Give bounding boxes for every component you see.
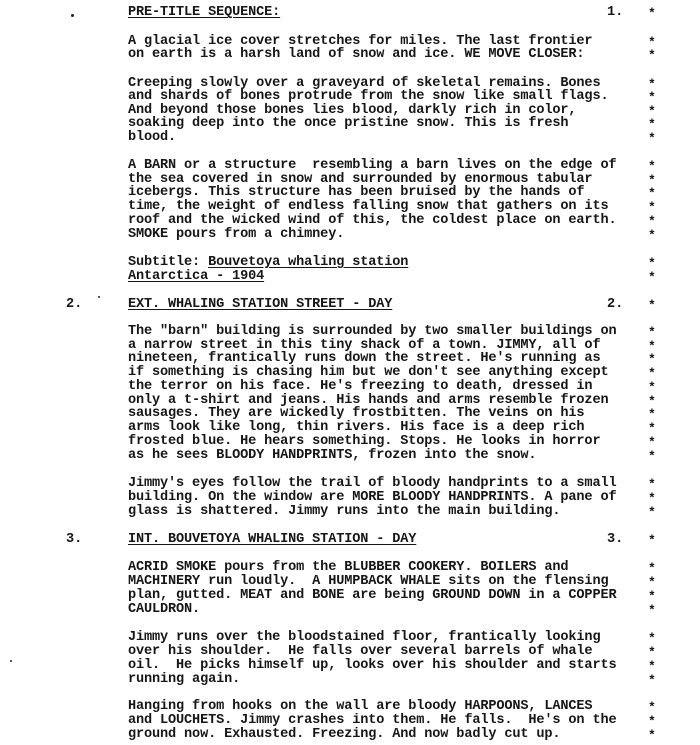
- revision-mark: *: [648, 505, 656, 520]
- action-line: oil. He picks himself up, looks over his shoulder and starts: [128, 658, 617, 673]
- action-line: sausages. They are wickedly frostbitten. The veins on his: [128, 406, 585, 421]
- revision-mark: *: [648, 48, 656, 63]
- scan-speck: [71, 14, 74, 17]
- revision-mark: *: [648, 645, 656, 660]
- revision-mark: *: [648, 728, 656, 743]
- scene-heading: INT. BOUVETOYA WHALING STATION - DAY: [128, 532, 417, 547]
- revision-mark: *: [648, 270, 656, 285]
- revision-mark: *: [648, 561, 656, 576]
- subtitle-line: [128, 256, 408, 270]
- revision-mark: *: [648, 366, 656, 381]
- action-line: SMOKE pours from a chimney.: [128, 227, 345, 242]
- revision-mark: *: [648, 589, 656, 604]
- revision-mark: *: [648, 714, 656, 729]
- action-line: soaking deep into the once pristine snow. This is fresh: [128, 116, 569, 131]
- action-line: the terror on his face. He's freezing to death, dressed in: [128, 379, 593, 394]
- action-line: A BARN or a structure resembling a barn lives on the edge of: [128, 158, 617, 173]
- action-line: arms look like long, thin rivers. His face is a deep rich: [128, 420, 585, 435]
- revision-mark: *: [648, 575, 656, 590]
- revision-mark: *: [648, 394, 656, 409]
- revision-mark: *: [648, 104, 656, 119]
- revision-mark: *: [648, 214, 656, 229]
- revision-mark: *: [648, 631, 656, 646]
- action-line: a narrow street in this tiny shack of a town. JIMMY, all of: [128, 338, 601, 353]
- scene-heading: EXT. WHALING STATION STREET - DAY: [128, 297, 393, 312]
- action-line: time, the weight of endless falling snow that gathers on its: [128, 199, 609, 214]
- revision-mark: *: [648, 35, 656, 50]
- action-line: the sea covered in snow and surrounded by enormous tabular: [128, 172, 593, 187]
- action-line: nineteen, frantically runs down the street. He's running as: [128, 351, 601, 366]
- action-line: only a t-shirt and jeans. His hands and arms resemble frozen: [128, 393, 609, 408]
- action-line: CAULDRON.: [128, 602, 201, 617]
- scene-number-right: 1.: [607, 5, 624, 20]
- action-line: roof and the wicked wind of this, the coldest place on earth.: [128, 213, 617, 228]
- revision-mark: *: [648, 200, 656, 215]
- action-line: Creeping slowly over a graveyard of skeletal remains. Bones: [128, 76, 601, 91]
- revision-mark: *: [648, 449, 656, 464]
- action-line: And beyond those bones lies blood, darkly rich in color,: [128, 103, 577, 118]
- revision-mark: *: [648, 186, 656, 201]
- action-line: and shards of bones protrude from the snow like small flags.: [128, 89, 609, 104]
- revision-mark: *: [648, 352, 656, 367]
- action-line: glass is shattered. Jimmy runs into the main building.: [128, 504, 561, 519]
- revision-mark: *: [648, 90, 656, 105]
- revision-mark: *: [648, 435, 656, 450]
- action-line: MACHINERY run loudly. A HUMPBACK WHALE sits on the flensing: [128, 574, 609, 589]
- scene-number-left: 3.: [66, 532, 83, 547]
- scene-number-right: 2.: [607, 297, 624, 312]
- action-line: over his shoulder. He falls over several barrels of whale: [128, 644, 593, 659]
- scan-speck: [10, 660, 12, 662]
- action-line: ACRID SMOKE pours from the BLUBBER COOKERY. BOILERS and: [128, 560, 569, 575]
- action-line: Jimmy runs over the bloodstained floor, frantically looking: [128, 630, 601, 645]
- action-line: The "barn" building is surrounded by two smaller buildings on: [128, 324, 617, 339]
- revision-mark: *: [648, 700, 656, 715]
- revision-mark: *: [648, 421, 656, 436]
- action-line: running again.: [128, 672, 241, 687]
- revision-mark: *: [648, 477, 656, 492]
- action-line: Hanging from hooks on the wall are bloody HARPOONS, LANCES: [128, 699, 593, 714]
- revision-mark: *: [648, 491, 656, 506]
- action-line: A glacial ice cover stretches for miles. The last frontier: [128, 34, 593, 49]
- revision-mark: *: [648, 228, 656, 243]
- action-line: on earth is a harsh land of snow and ice. WE MOVE CLOSER:: [128, 47, 585, 62]
- action-line: and LOUCHETS. Jimmy crashes into them. He falls. He's on the: [128, 713, 617, 728]
- action-line: frosted blue. He hears something. Stops. He looks in horror: [128, 434, 601, 449]
- revision-mark: *: [648, 659, 656, 674]
- subtitle-date: Antarctica - 1904: [128, 269, 265, 284]
- scene-heading: PRE-TITLE SEQUENCE:: [128, 5, 281, 20]
- revision-mark: *: [648, 339, 656, 354]
- revision-mark: *: [648, 6, 656, 21]
- revision-mark: *: [648, 673, 656, 688]
- revision-mark: *: [648, 117, 656, 132]
- revision-mark: *: [648, 77, 656, 92]
- action-line: ground now. Exhausted. Freezing. And now badly cut up.: [128, 727, 561, 742]
- revision-mark: *: [648, 533, 656, 548]
- scene-number-right: 3.: [607, 532, 624, 547]
- action-line: plan, gutted. MEAT and BONE are being GROUND DOWN in a COPPER: [128, 588, 617, 603]
- action-line: as he sees BLOODY HANDPRINTS, frozen into the snow.: [128, 448, 537, 463]
- action-line: icebergs. This structure has been bruised by the hands of: [128, 185, 585, 200]
- revision-mark: *: [648, 173, 656, 188]
- scene-number-left: 2.: [66, 297, 83, 312]
- revision-mark: *: [648, 159, 656, 174]
- revision-mark: *: [648, 131, 656, 146]
- revision-mark: *: [648, 603, 656, 618]
- action-line: if something is chasing him but we don't see anything except: [128, 365, 609, 380]
- scan-speck: [98, 296, 100, 298]
- revision-mark: *: [648, 325, 656, 340]
- action-line: Jimmy's eyes follow the trail of bloody handprints to a small: [128, 476, 617, 491]
- action-line: building. On the window are MORE BLOODY HANDPRINTS. A pane of: [128, 490, 617, 505]
- subtitle-label: Subtitle:: [128, 255, 209, 270]
- revision-mark: *: [648, 407, 656, 422]
- revision-mark: *: [648, 298, 656, 313]
- revision-mark: *: [648, 380, 656, 395]
- subtitle-location: Bouvetoya whaling station: [208, 255, 409, 270]
- revision-mark: *: [648, 256, 656, 271]
- action-line: blood.: [128, 130, 177, 145]
